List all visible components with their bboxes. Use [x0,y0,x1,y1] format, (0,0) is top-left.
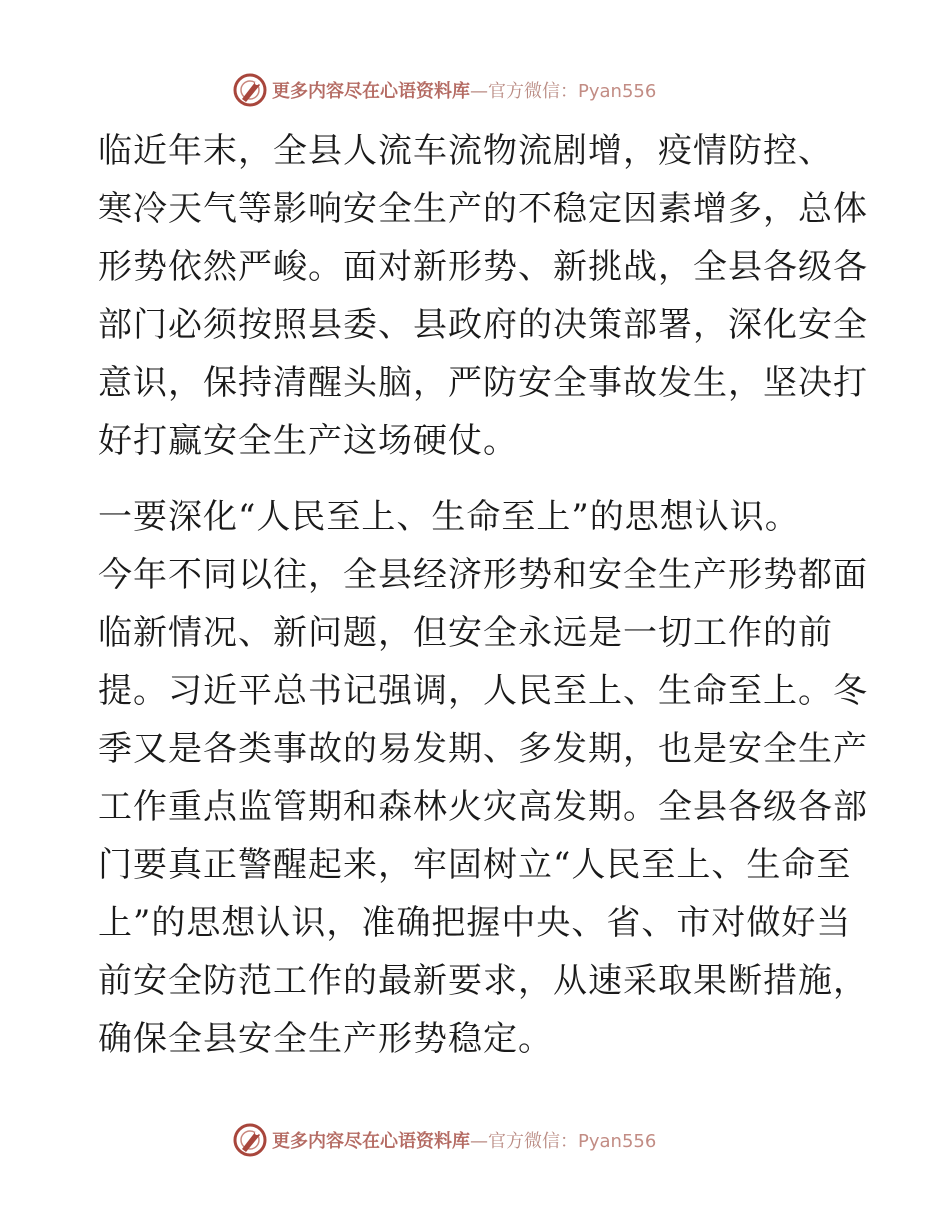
footer-watermark-text [272,1127,656,1153]
watermark-wechat-id: Pyan556 [578,81,657,102]
watermark-wechat-label: 官方微信： [488,81,578,102]
watermark-site-text: 更多内容尽在心语资料库 [272,1131,470,1152]
pen-nib-circle-logo-icon [232,1122,268,1158]
paragraph-line: 提。习近平总书记强调，人民至上、生命至上。冬 [98,671,868,711]
pen-nib-circle-logo-icon [232,72,268,108]
watermark-wechat-id: Pyan556 [578,1131,657,1152]
watermark-site-text: 更多内容尽在心语资料库 [272,81,470,102]
paragraph-line: 季又是各类事故的易发期、多发期，也是安全生产 [98,729,868,769]
header-watermark-banner [232,70,712,110]
paragraph-line: 寒冷天气等影响安全生产的不稳定因素增多，总体 [98,189,868,229]
paragraph-line: 门要真正警醒起来，牢固树立“人民至上、生命至 [98,845,852,885]
watermark-dash: — [470,81,488,102]
paragraph-line: 今年不同以往，全县经济形势和安全生产形势都面 [98,555,868,595]
paragraph-line: 工作重点监管期和森林火灾高发期。全县各级各部 [98,787,868,827]
paragraph-line: 确保全县安全生产形势稳定。 [98,1019,553,1059]
footer-watermark-banner [232,1120,712,1160]
paragraph-line: 一要深化“人民至上、生命至上”的思想认识。 [98,497,800,537]
header-watermark-text [272,77,656,103]
paragraph-1 [98,122,868,470]
paragraph-line: 临近年末，全县人流车流物流剧增，疫情防控、 [98,131,833,171]
watermark-wechat-label: 官方微信： [488,1131,578,1152]
watermark-dash: — [470,1131,488,1152]
paragraph-line: 意识，保持清醒头脑，严防安全事故发生，坚决打 [98,363,868,403]
paragraph-line: 前安全防范工作的最新要求，从速采取果断措施， [98,961,868,1001]
paragraph-line: 好打赢安全生产这场硬仗。 [98,421,518,461]
paragraph-2 [98,488,868,1068]
paragraph-line: 临新情况、新问题，但安全永远是一切工作的前 [98,613,833,653]
paragraph-line: 形势依然严峻。面对新形势、新挑战，全县各级各 [98,247,868,287]
paragraph-line: 部门必须按照县委、县政府的决策部署，深化安全 [98,305,868,345]
paragraph-line: 上”的思想认识，准确把握中央、省、市对做好当 [98,903,852,943]
